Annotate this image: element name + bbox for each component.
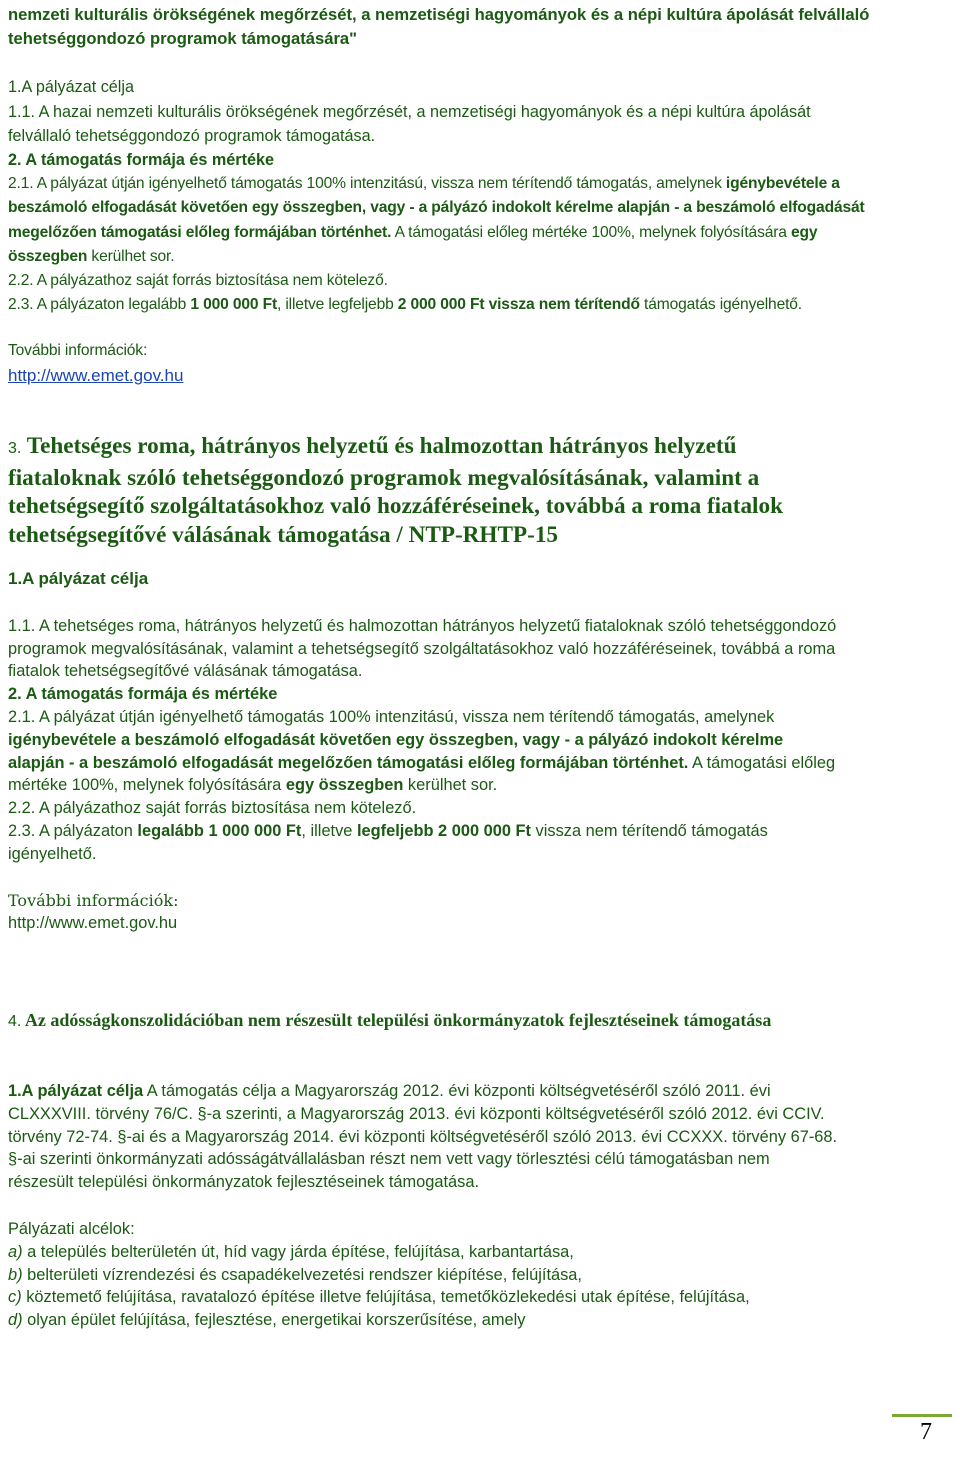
section-4-title: 4. Az adósságkonszolidációban nem részesült települési önkormányzatok fejlesztéseinek támogatása (8, 1010, 772, 1030)
footer-divider (892, 1414, 952, 1417)
list-item: b) belterületi vízrendezési és csapadékelvezetési rendszer kiépítése, felújítása, (8, 1265, 582, 1284)
info-label: További információk: (8, 342, 148, 360)
list-item: d) olyan épület felújítása, fejlesztése, energetikai korszerűsítése, amely (8, 1311, 526, 1330)
info-link[interactable]: http://www.emet.gov.hu (8, 914, 178, 933)
subgoals-label: Pályázati alcélok: (8, 1219, 135, 1238)
goal-heading: 1.A pályázat célja (8, 569, 149, 588)
section-4-body (8, 1080, 838, 1332)
section-previous-program (8, 3, 878, 388)
page-number: 7 (920, 1419, 932, 1445)
program-title-continuation: nemzeti kulturális örökségének megőrzését, a nemzetiségi hagyományok és a népi kultúra ápolását felvállaló tehetséggondozó programok támogatására" (8, 5, 870, 49)
paragraph-2-2: 2.2. A pályázathoz saját forrás biztosítása nem kötelező. (8, 799, 417, 818)
paragraph-2-2: 2.2. A pályázathoz saját forrás biztosítása nem kötelező. (8, 272, 388, 290)
paragraph-2-1: 2.1. A pályázat útján igényelhető támogatás 100% intenzitású, vissza nem térítendő támogatás, amelynek igénybevétele a beszámoló elfogadását követően egy összegben, vagy - a pályázó indokolt kérelme alapján - a beszámoló elfogadását megelőzően támogatási előleg formájában történhet. A támogatási előleg mértéke 100%, melynek folyósítására egy összegben kerülhet sor. (8, 175, 865, 265)
goal-text: 1.1. A hazai nemzeti kulturális örökségének megőrzését, a nemzetiségi hagyományok és a népi kultúra ápolását felvállaló tehetséggondozó programok támogatása. (8, 102, 811, 145)
list-item: c) köztemető felújítása, ravatalozó építése illetve felújítása, temetőközlekedési utak építése, felújítása, (8, 1288, 750, 1307)
section-3-title: 3. Tehetséges roma, hátrányos helyzetű és halmozottan hátrányos helyzetű fiataloknak szóló tehetséggondozó programok megvalósításának, valamint a tehetségsegítő szolgáltatásokhoz való hozzáféréseinek, továbbá a roma fiatalok tehetségsegítővé válásának támogatása / NTP-RHTP-15 (8, 433, 783, 548)
section-3-body (8, 568, 838, 935)
info-label: További információk: (8, 890, 179, 910)
form-heading: 2. A támogatás formája és mértéke (8, 151, 275, 170)
info-link[interactable]: http://www.emet.gov.hu (8, 365, 184, 385)
goal-text: 1.1. A tehetséges roma, hátrányos helyzetű és halmozottan hátrányos helyzetű fiataloknak szóló tehetséggondozó programok megvalósításának, valamint a tehetségsegítő szolgáltatásokhoz való hozzáféréseinek, továbbá a roma fiatalok tehetségsegítővé válásának támogatása. (8, 616, 837, 681)
goal-heading: 1.A pályázat célja (8, 78, 134, 97)
paragraph-2-1: 2.1. A pályázat útján igényelhető támogatás 100% intenzitású, vissza nem térítendő támogatás, amelynek igénybevétele a beszámoló elfogadását követően egy összegben, vagy - a pályázó indokolt kérelme alapján - a beszámoló elfogadását megelőzően támogatási előleg formájában történhet. A támogatási előleg mértéke 100%, melynek folyósítására egy összegben kerülhet sor. (8, 707, 836, 795)
goal-paragraph: 1.A pályázat célja A támogatás célja a Magyarország 2012. évi központi költségvetéséről szóló 2011. évi CLXXXVIII. törvény 76/C. §-a szerinti, a Magyarország 2013. évi központi költségvetéséről szóló 2012. évi CCIV. törvény 72-74. §-ai és a Magyarország 2014. évi központi költségvetéséről szóló 2013. évi CCXXX. törvény 67-68. §-ai szerinti önkormányzati adósságátvállalásban részt nem vett vagy törlesztési célú támogatásban nem részesült települési önkormányzatok fejlesztéseinek támogatása. (8, 1082, 838, 1192)
paragraph-2-3: 2.3. A pályázaton legalább 1 000 000 Ft, illetve legfeljebb 2 000 000 Ft vissza nem térítendő támogatás igényelhető. (8, 296, 802, 314)
list-item: a) a település belterületén út, híd vagy járda építése, felújítása, karbantartása, (8, 1242, 574, 1261)
paragraph-2-3: 2.3. A pályázaton legalább 1 000 000 Ft, illetve legfeljebb 2 000 000 Ft vissza nem térítendő támogatás igényelhető. (8, 821, 768, 863)
form-heading: 2. A támogatás formája és mértéke (8, 685, 278, 704)
